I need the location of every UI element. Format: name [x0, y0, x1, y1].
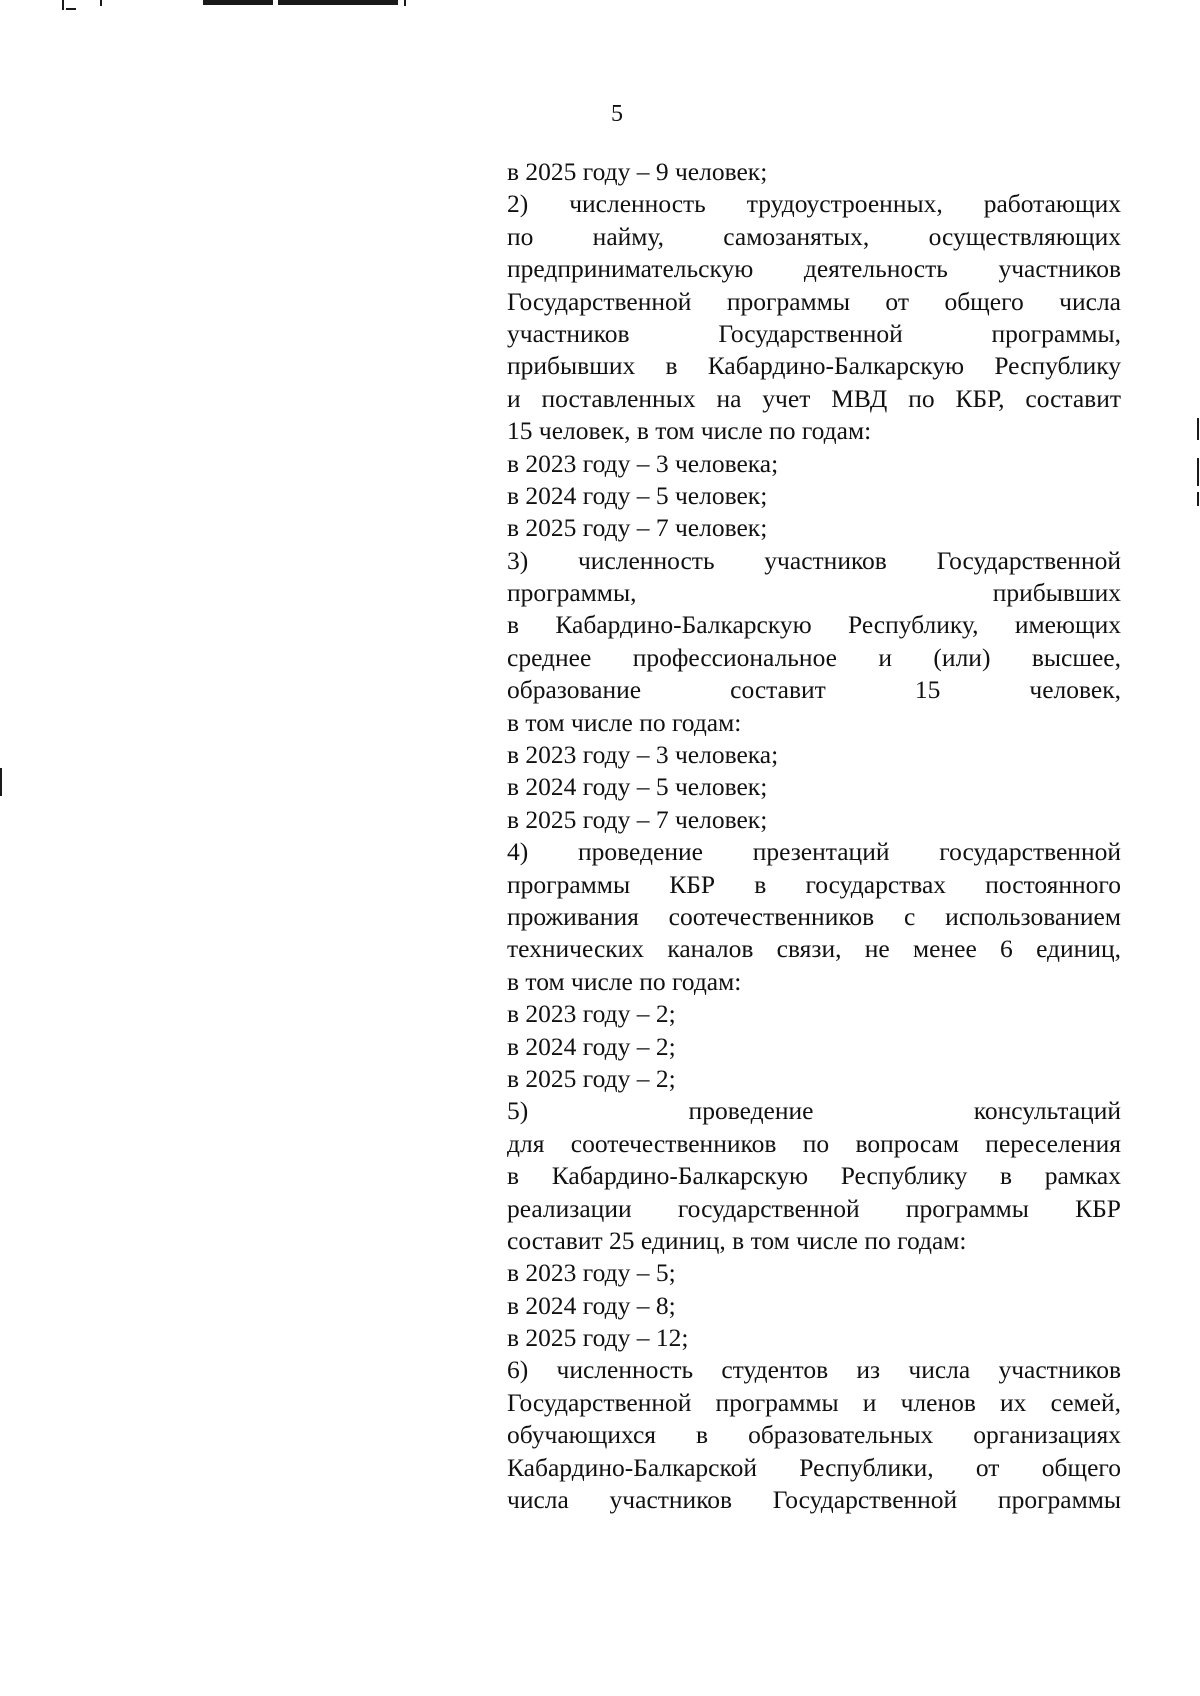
text-line: в 2025 году – 12;	[507, 1323, 689, 1353]
scan-artifact-top-tick-2	[404, 0, 406, 6]
text-line: программы, прибывших	[507, 578, 1121, 608]
text-line: технических каналов связи, не менее 6 единиц,	[507, 934, 1121, 964]
text-line: проживания соотечественников с использованием	[507, 901, 1121, 931]
text-line: в 2023 году – 5;	[507, 1258, 676, 1288]
text-line: прибывших в Кабардино-Балкарскую Республику	[507, 351, 1121, 381]
text-line: в 2024 году – 2;	[507, 1031, 676, 1061]
scan-artifact-right-edge-3	[1197, 492, 1199, 506]
text-line: и поставленных на учет МВД по КБР, составит	[507, 383, 1121, 413]
text-line: в 2024 году – 5 человек;	[507, 772, 768, 802]
text-line: предпринимательскую деятельность участников	[507, 254, 1121, 284]
text-line: 15 человек, в том числе по годам:	[507, 416, 872, 446]
text-line: в Кабардино-Балкарскую Республику в рамках	[507, 1161, 1121, 1191]
text-line: реализации государственной программы КБР	[507, 1193, 1121, 1223]
text-line: в Кабардино-Балкарскую Республику, имеющих	[507, 610, 1121, 640]
text-line: 4) проведение презентаций государственной	[507, 837, 1121, 867]
scan-artifact-top-bar-2	[278, 0, 398, 5]
text-line: в 2025 году – 7 человек;	[507, 513, 768, 543]
scan-artifact-top-left-dash	[66, 8, 76, 10]
text-line: 2) численность трудоустроенных, работающих	[507, 189, 1121, 219]
text-line: Государственной программы от общего числа	[507, 286, 1121, 316]
scan-artifact-right-edge-1	[1197, 418, 1199, 440]
text-line: 5) проведение консультаций	[507, 1096, 1121, 1126]
scan-artifact-left-edge	[0, 768, 2, 796]
text-line: Государственной программы и членов их семей,	[507, 1387, 1121, 1417]
text-line: числа участников Государственной программы	[507, 1485, 1121, 1515]
text-line: Кабардино-Балкарской Республики, от общего	[507, 1452, 1121, 1482]
text-line: в 2025 году – 7 человек;	[507, 804, 768, 834]
text-line: обучающихся в образовательных организациях	[507, 1420, 1121, 1450]
text-line: составит 25 единиц, в том числе по годам:	[507, 1225, 967, 1255]
text-line: в 2023 году – 3 человека;	[507, 740, 779, 770]
text-line: в том числе по годам:	[507, 966, 742, 996]
text-line: по найму, самозанятых, осуществляющих	[507, 221, 1121, 251]
text-line: в 2023 году – 2;	[507, 999, 676, 1029]
scan-artifact-top-left	[62, 0, 64, 10]
scan-artifact-top-bar-1	[203, 0, 273, 5]
text-line: образование составит 15 человек,	[507, 675, 1121, 705]
scan-artifact-right-edge-2	[1197, 458, 1199, 486]
text-line: 3) численность участников Государственной	[507, 545, 1121, 575]
text-line: среднее профессиональное и (или) высшее,	[507, 642, 1121, 672]
text-line: в том числе по годам:	[507, 707, 742, 737]
text-line: участников Государственной программы,	[507, 318, 1121, 348]
document-body	[507, 156, 1121, 1516]
text-line: 6) численность студентов из числа участников	[507, 1355, 1121, 1385]
page-number: 5	[611, 101, 623, 127]
text-line: в 2024 году – 5 человек;	[507, 480, 768, 510]
text-line: в 2025 году – 9 человек;	[507, 157, 768, 186]
text-line: для соотечественников по вопросам переселения	[507, 1128, 1121, 1158]
scan-artifact-top-tick	[100, 0, 102, 6]
text-line: в 2024 году – 8;	[507, 1290, 676, 1320]
text-line: программы КБР в государствах постоянного	[507, 869, 1121, 899]
text-line: в 2025 году – 2;	[507, 1063, 676, 1093]
text-line: в 2023 году – 3 человека;	[507, 448, 779, 478]
